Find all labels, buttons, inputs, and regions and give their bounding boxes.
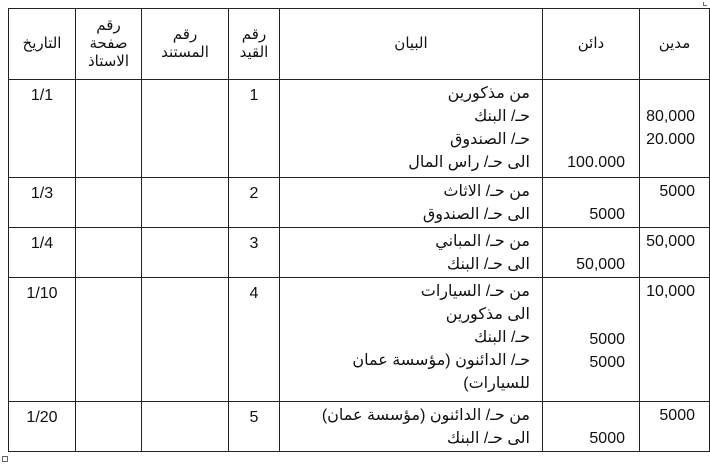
debit-cell: 5000 <box>640 178 710 228</box>
entry-no-cell: 5 <box>229 402 280 452</box>
date-cell: 1/4 <box>9 228 76 278</box>
credit-cell: 5000 <box>543 402 640 452</box>
description-cell: من حـ/ المباني الى حـ/ البنك <box>280 228 543 278</box>
debit-cell: 50,000 <box>640 228 710 278</box>
doc-no-cell <box>142 402 229 452</box>
header-entry-no: رقم القيد <box>229 9 280 80</box>
doc-no-cell <box>142 80 229 178</box>
entry-no-cell: 2 <box>229 178 280 228</box>
table-row <box>9 178 710 228</box>
ledger-page-cell <box>76 402 142 452</box>
journal-table <box>8 8 710 452</box>
table-row <box>9 278 710 402</box>
credit-cell: 5000 <box>543 178 640 228</box>
date-cell: 1/20 <box>9 402 76 452</box>
header-date: التاريخ <box>9 9 76 80</box>
description-cell: من حـ/ السيارات الى مذكورين حـ/ البنك حـ/ الدائنون (مؤسسة عمان للسيارات) <box>280 278 543 402</box>
header-debit: مدين <box>640 9 710 80</box>
doc-no-cell <box>142 178 229 228</box>
ledger-page-cell <box>76 178 142 228</box>
doc-no-cell <box>142 228 229 278</box>
debit-cell: 5000 <box>640 402 710 452</box>
description-cell: من مذكورين حـ/ البنك حـ/ الصندوق الى حـ/ راس المال <box>280 80 543 178</box>
header-description: البيان <box>280 9 543 80</box>
header-ledger-page: رقم صفحة الاستاذ <box>76 9 142 80</box>
date-cell: 1/3 <box>9 178 76 228</box>
header-doc-no: رقم المستند <box>142 9 229 80</box>
credit-cell: 100.000 <box>543 80 640 178</box>
ledger-page-cell <box>76 278 142 402</box>
description-cell: من حـ/ الدائنون (مؤسسة عمان) الى حـ/ البنك <box>280 402 543 452</box>
entry-no-cell: 1 <box>229 80 280 178</box>
header-credit: دائن <box>543 9 640 80</box>
table-row <box>9 228 710 278</box>
debit-cell: 80,000 20.000 <box>640 80 710 178</box>
entry-no-cell: 3 <box>229 228 280 278</box>
date-cell: 1/10 <box>9 278 76 402</box>
entry-no-cell: 4 <box>229 278 280 402</box>
doc-no-cell <box>142 278 229 402</box>
description-cell: من حـ/ الاثاث الى حـ/ الصندوق <box>280 178 543 228</box>
credit-cell: 50,000 <box>543 228 640 278</box>
credit-cell: 5000 5000 <box>543 278 640 402</box>
corner-mark <box>703 2 707 6</box>
table-row <box>9 80 710 178</box>
date-cell: 1/1 <box>9 80 76 178</box>
ledger-page-cell <box>76 228 142 278</box>
table-row <box>9 402 710 452</box>
table-anchor-marker <box>2 456 8 462</box>
ledger-page-cell <box>76 80 142 178</box>
debit-cell: 10,000 <box>640 278 710 402</box>
header-row <box>9 9 710 80</box>
